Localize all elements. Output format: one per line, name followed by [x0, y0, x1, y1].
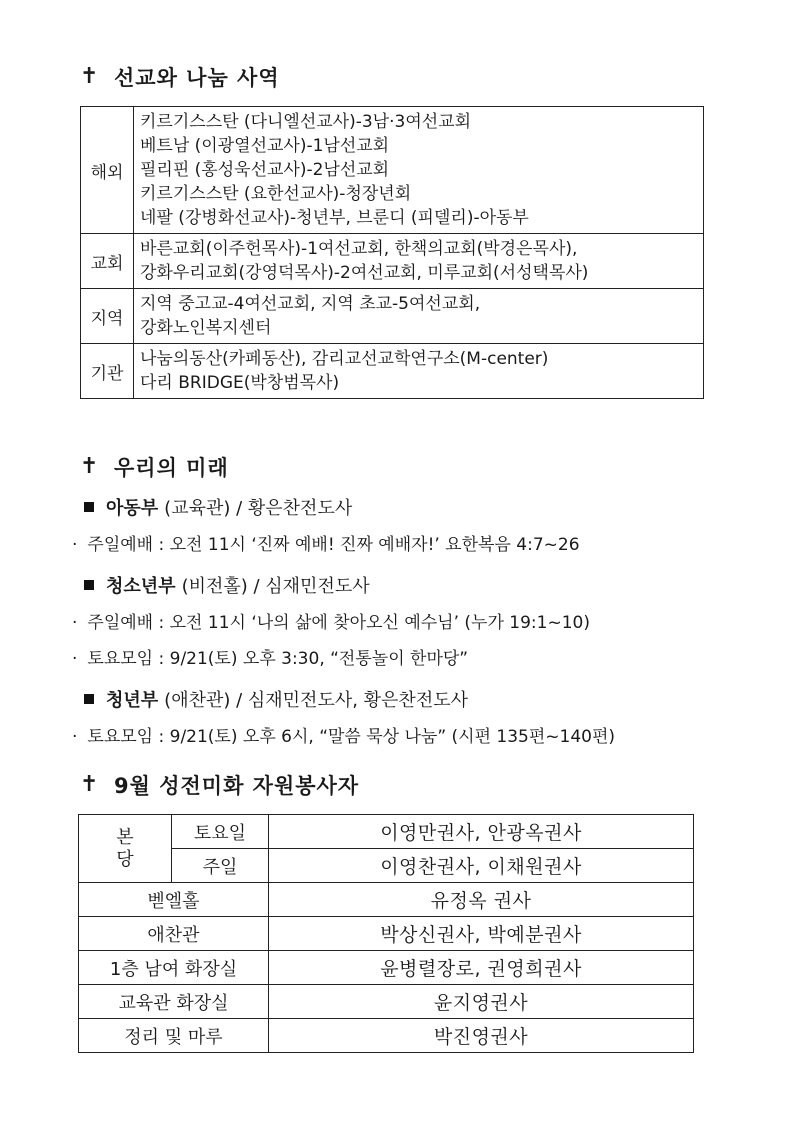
mission-section-title: [80, 62, 280, 92]
dept-detail: · 토요모임 : 9/21(토) 오후 6시, “말씀 묵상 나눔” (시편 135편~140편): [72, 727, 616, 747]
place-label: 1층 남여 화장실: [79, 951, 269, 985]
place-label: 정리 및 마루: [79, 1019, 269, 1053]
mission-line: 강화우리교회(강영덕목사)-2여선교회, 미루교회(서성택목사): [140, 263, 589, 283]
mission-line: 필리핀 (홍성욱선교사)-2남선교회: [140, 160, 390, 180]
square-bullet-icon: [84, 502, 94, 512]
volunteer-row-main-sun: [79, 849, 694, 883]
volunteer-names: 박상신권사, 박예분권사: [269, 917, 694, 951]
mission-line: 바른교회(이주헌목사)-1여선교회, 한책의교회(박경은목사),: [140, 239, 578, 259]
mission-row-church: [81, 234, 704, 289]
mission-line: 나눔의동산(카페동산), 감리교선교학연구소(M-center): [140, 349, 549, 369]
volunteer-names: 박진영권사: [269, 1019, 694, 1053]
cross-icon: ✝: [80, 454, 100, 479]
future-section-title: [80, 452, 229, 482]
dept-name: 아동부: [106, 498, 159, 519]
mission-category: 교회: [81, 234, 134, 289]
mission-line: 키르기스스탄 (다니엘선교사)-3남·3여선교회: [140, 112, 472, 132]
mission-table: [80, 106, 704, 399]
mission-category: 지역: [81, 289, 134, 344]
volunteer-title: 9월 성전미화 자원봉사자: [114, 774, 360, 798]
dept-location-leader: (비전홀) / 심재민전도사: [181, 576, 370, 597]
middle-dot-icon: ·: [72, 535, 78, 555]
mission-line: 강화노인복지센터: [140, 318, 272, 338]
dept-children: [80, 494, 352, 520]
day-label: 토요일: [172, 815, 269, 849]
mission-body: [134, 107, 704, 234]
mission-line: 베트남 (이광열선교사)-1남선교회: [140, 136, 390, 156]
middle-dot-icon: ·: [72, 727, 78, 747]
place-label: 교육관 화장실: [79, 985, 269, 1019]
dept-location-leader: (애찬관) / 심재민전도사, 황은찬전도사: [164, 690, 468, 711]
mission-body: [134, 344, 704, 399]
volunteer-names: 이영만권사, 안광옥권사: [269, 815, 694, 849]
dept-young-adults: [80, 686, 468, 712]
volunteer-row: [79, 1019, 694, 1053]
dept-name: 청년부: [106, 690, 159, 711]
dept-detail: · 주일예배 : 오전 11시 ‘진짜 예배! 진짜 예배자!’ 요한복음 4:7~26: [72, 535, 580, 555]
square-bullet-icon: [84, 580, 94, 590]
cross-icon: ✝: [80, 64, 100, 89]
dept-detail: · 주일예배 : 오전 11시 ‘나의 삶에 찾아오신 예수님’ (누가 19:1~10): [72, 613, 590, 633]
mission-line: 다리 BRIDGE(박창범목사): [140, 373, 340, 393]
square-bullet-icon: [84, 694, 94, 704]
volunteer-row: [79, 985, 694, 1019]
volunteer-table: [78, 814, 694, 1053]
volunteer-names: 유정옥 권사: [269, 883, 694, 917]
mission-body: [134, 234, 704, 289]
place-label: 벧엘홀: [79, 883, 269, 917]
volunteer-row: [79, 951, 694, 985]
day-label: 주일: [172, 849, 269, 883]
place-label: 애찬관: [79, 917, 269, 951]
middle-dot-icon: ·: [72, 613, 78, 633]
dept-youth: [80, 572, 370, 598]
volunteer-row: [79, 917, 694, 951]
volunteer-row-main-sat: [79, 815, 694, 849]
mission-body: [134, 289, 704, 344]
volunteer-names: 이영찬권사, 이채원권사: [269, 849, 694, 883]
future-title: 우리의 미래: [114, 456, 229, 480]
mission-row-institution: [81, 344, 704, 399]
middle-dot-icon: ·: [72, 649, 78, 669]
volunteer-names: 윤병렬장로, 권영희권사: [269, 951, 694, 985]
volunteer-names: 윤지영권사: [269, 985, 694, 1019]
dept-name: 청소년부: [106, 576, 176, 597]
dept-detail: · 토요모임 : 9/21(토) 오후 3:30, “전통놀이 한마당”: [72, 649, 469, 669]
mission-line: 키르기스스탄 (요한선교사)-청장년회: [140, 184, 412, 204]
mission-line: 네팔 (강병화선교사)-청년부, 브룬디 (피델리)-아동부: [140, 208, 529, 228]
main-hall-label: 본 당: [79, 815, 172, 883]
volunteer-section-title: [80, 770, 359, 800]
mission-row-region: [81, 289, 704, 344]
mission-title: 선교와 나눔 사역: [114, 66, 280, 90]
mission-row-overseas: [81, 107, 704, 234]
cross-icon: ✝: [80, 772, 100, 797]
dept-location-leader: (교육관) / 황은찬전도사: [164, 498, 353, 519]
mission-category: 기관: [81, 344, 134, 399]
volunteer-row: [79, 883, 694, 917]
mission-category: 해외: [81, 107, 134, 234]
mission-line: 지역 중고교-4여선교회, 지역 초교-5여선교회,: [140, 294, 481, 314]
